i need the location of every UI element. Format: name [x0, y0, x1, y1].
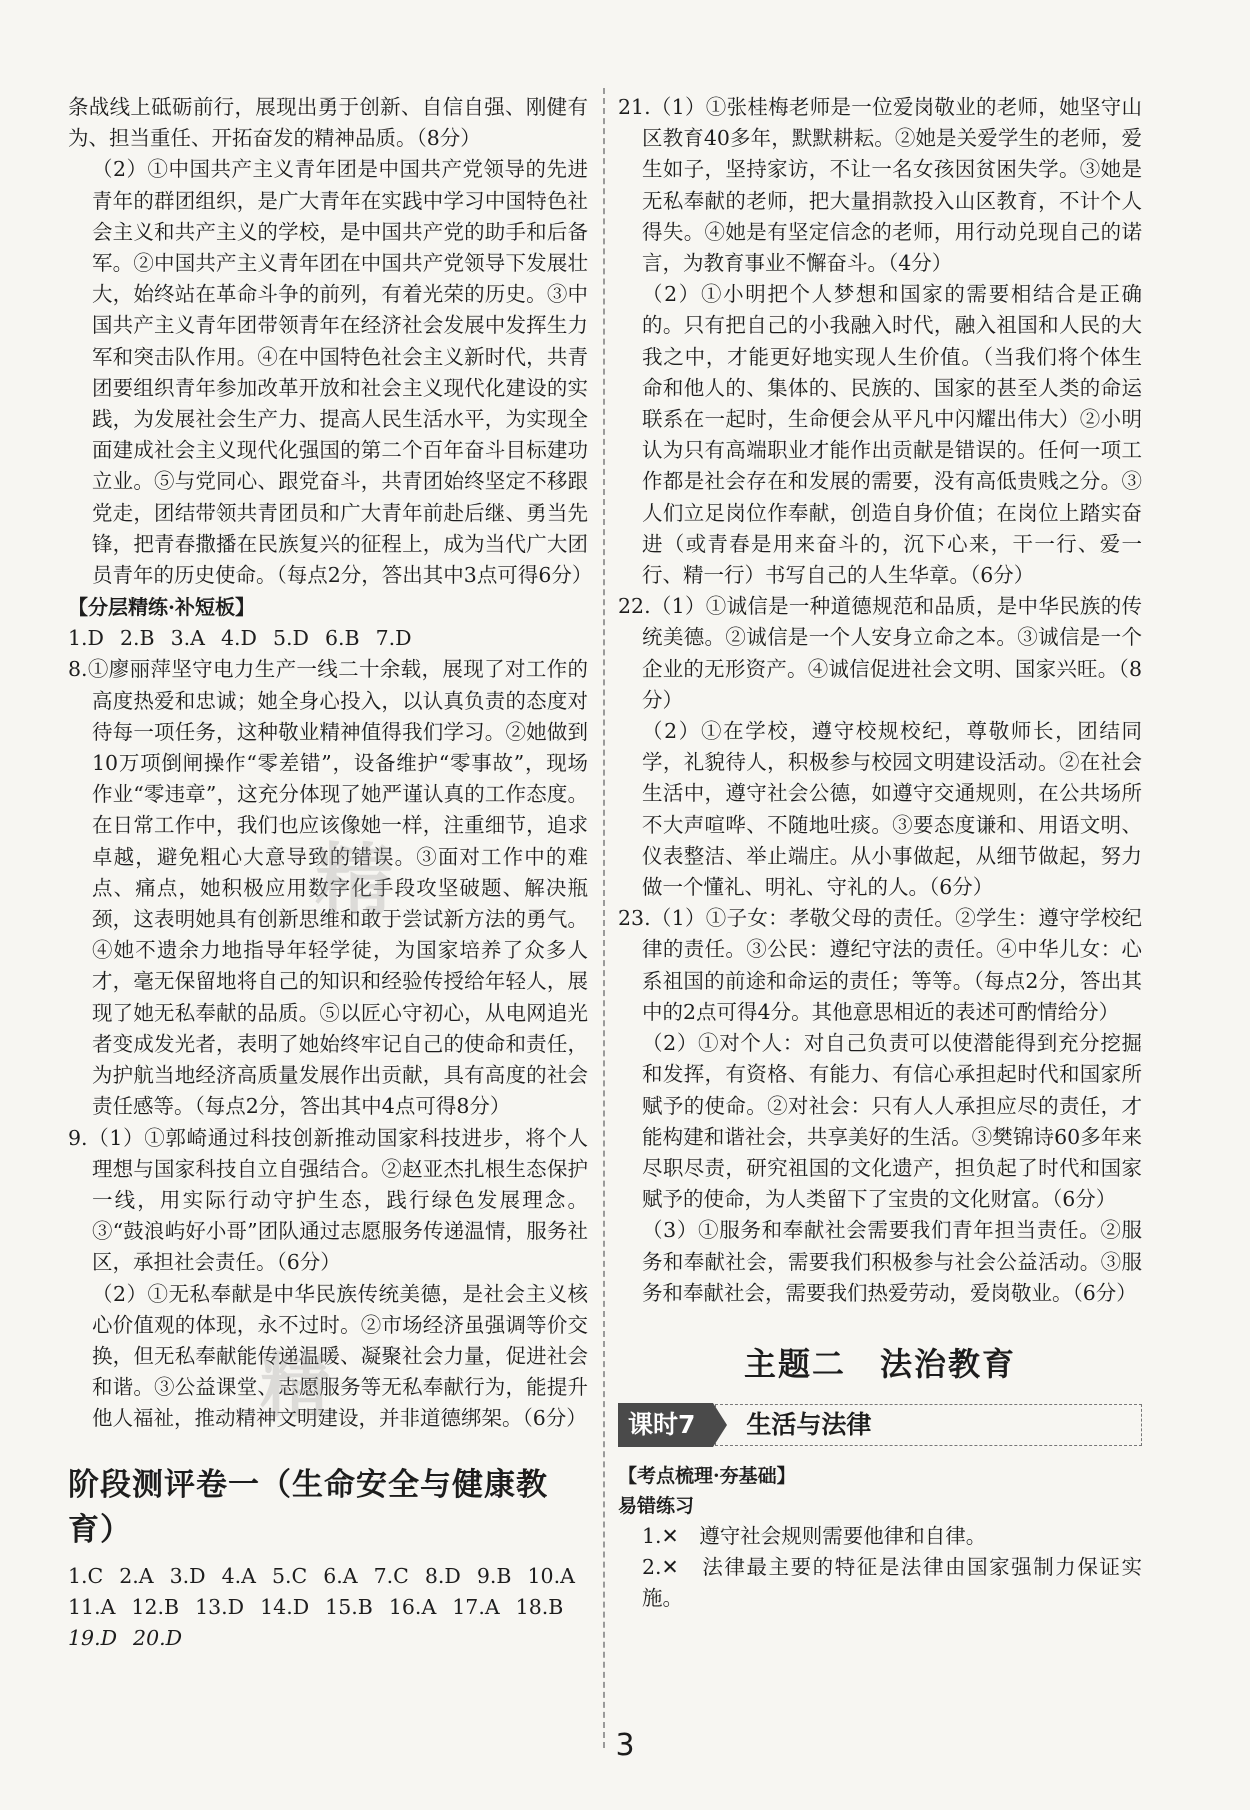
answer-item: 20.D	[133, 1625, 183, 1650]
error-item-1: 1.✕ 遵守社会规则需要他律和自律。	[642, 1523, 987, 1548]
question-23-part3: （3）①服务和奉献社会需要我们青年担当责任。②服务和奉献社会，需要我们积极参与社会公益活动。③服务和奉献社会，需要我们热爱劳动，爱岗敬业。（6分）	[642, 1218, 1142, 1305]
answer-item: 7.D	[375, 626, 412, 651]
watermark: 精	[315, 836, 400, 926]
question-9-part2: （2）①无私奉献是中华民族传统美德，是社会主义核心价值观的体现，永不过时。②市场经济虽强调等价交换，但无私奉献能传递温暖、凝聚社会力量，促进社会和谐。③公益课堂、志愿服务等无私奉献行为，能提升他人福祉，推动精神文明建设，并非道德绑架。（6分）	[92, 1281, 588, 1431]
answer-item: 6.A	[323, 1563, 358, 1588]
sub-heading: 【考点梳理·夯基础】	[618, 1464, 796, 1487]
answer-item: 3.A	[170, 626, 205, 651]
right-column	[618, 92, 1142, 1615]
question-9-part1: 9.（1）①郭崎通过科技创新推动国家科技进步，将个人理想与国家科技自立自强结合。②赵亚杰扎根生态保护一线，用实际行动守护生态，践行绿色发展理念。③“鼓浪屿好小哥”团队通过志愿服务传递温情，服务社区，承担社会责任。（6分）	[68, 1125, 588, 1275]
answer-item: 18.B	[515, 1594, 564, 1619]
answer-item: 3.D	[169, 1563, 206, 1588]
question-21-part2: （2）①小明把个人梦想和国家的需要相结合是正确的。只有把自己的小我融入时代，融入祖国和人民的大我之中，才能更好地实现人生价值。（当我们将个体生命和他人的、集体的、民族的、国家的甚至人类的命运联系在一起时，生命便会从平凡中闪耀出伟大）②小明认为只有高端职业才能作出贡献是错误的。任何一项工作都是社会存在和发展的需要，没有高低贵贱之分。③人们立足岗位作奉献，创造自身价值；在岗位上踏实奋进（或青春是用来奋斗的，沉下心来，干一行、爱一行、精一行）书写自己的人生华章。（6分）	[642, 282, 1142, 588]
lesson-name: 生活与法律	[715, 1404, 1142, 1446]
column-divider	[603, 88, 606, 1748]
answer-item: 12.B	[131, 1594, 180, 1619]
answer-item: 15.B	[325, 1594, 373, 1619]
answer-item: 7.C	[373, 1563, 409, 1588]
answer-item: 9.B	[476, 1563, 512, 1588]
watermark: 精	[260, 1345, 336, 1427]
question-22-part1: 22.（1）①诚信是一种道德规范和品质，是中华民族的传统美德。②诚信是一个人安身立命之本。③诚信是一个企业的无形资产。④诚信促进社会文明、国家兴旺。（8分）	[618, 594, 1142, 712]
paragraph-league: （2）①中国共产主义青年团是中国共产党领导的先进青年的群团组织，是广大青年在实践中学习中国特色社会主义和共产主义的学校，是中国共产党的助手和后备军。②中国共产主义青年团在中国共产党领导下发展壮大，始终站在革命斗争的前列，有着光荣的历史。③中国共产主义青年团带领青年在经济社会发展中发挥生力军和突击队作用。④在中国特色社会主义新时代，共青团要组织青年参加改革开放和社会主义现代化建设的实践，为发展社会生产力、提高人民生活水平，为实现全面建成社会主义现代化强国的第二个百年奋斗目标建功立业。⑤与党同心、跟党奋斗，共青团始终坚定不移跟党走，团结带领共青团员和广大青年前赴后继、勇当先锋，把青春撒播在民族复兴的征程上，成为当代广大团员青年的历史使命。（每点2分，答出其中3点可得6分）	[92, 157, 593, 588]
question-23-part2: （2）①对个人：对自己负责可以使潜能得到充分挖掘和发挥，有资格、有能力、有信心承担起时代和国家所赋予的使命。②对社会：只有人人承担应尽的责任，才能构建和谐社会，共享美好的生活。③樊锦诗60多年来尽职尽责，研究祖国的文化遗产，担负起了时代和国家赋予的使命，为人类留下了宝贵的文化财富。（6分）	[642, 1031, 1142, 1212]
answer-item: 10.A	[527, 1563, 575, 1588]
answer-item: 13.D	[195, 1594, 245, 1619]
answer-item: 1.C	[68, 1563, 104, 1588]
answer-item: 6.B	[325, 626, 360, 651]
paragraph-continuation: 条战线上砥砺前行，展现出勇于创新、自信自强、刚健有为、担当重任、开拓奋发的精神品质。（8分）	[68, 95, 588, 151]
answer-item: 4.D	[221, 626, 257, 651]
section-heading: 【分层精练·补短板】	[68, 595, 255, 620]
answer-item: 16.A	[388, 1594, 437, 1619]
lesson-tag: 课时7	[618, 1403, 713, 1447]
page-number: 3	[615, 1728, 635, 1763]
question-23-part1: 23.（1）①子女：孝敬父母的责任。②学生：遵守学校纪律的责任。③公民：遵纪守法的责任。④中华儿女：心系祖国的前途和命运的责任；等等。（每点2分，答出其中的2点可得4分。其他意思相近的表述可酌情给分）	[618, 906, 1142, 1024]
answer-item: 17.A	[452, 1594, 500, 1619]
left-column	[68, 92, 593, 1654]
answer-item: 2.A	[119, 1563, 154, 1588]
answer-row	[68, 623, 588, 654]
test-title: 阶段测评卷一（生命安全与健康教育）	[68, 1466, 548, 1548]
test-answer-row-3	[68, 1623, 588, 1654]
answer-item: 1.D	[68, 626, 104, 651]
answer-item: 5.D	[273, 626, 309, 651]
answer-item: 5.C	[272, 1563, 308, 1588]
error-item-2: 2.✕ 法律最主要的特征是法律由国家强制力保证实施。	[642, 1555, 1142, 1611]
question-8: 8.①廖丽萍坚守电力生产一线二十余载，展现了对工作的高度热爱和忠诚；她全身心投入，以认真负责的态度对待每一项任务，这种敬业精神值得我们学习。②她做到10万项倒闸操作“零差错”，设备维护“零事故”，现场作业“零违章”，这充分体现了她严谨认真的工作态度。在日常工作中，我们也应该像她一样，注重细节，追求卓越，避免粗心大意导致的错误。③面对工作中的难点、痛点，她积极应用数字化手段攻坚破题、解决瓶颈，这表明她具有创新思维和敢于尝试新方法的勇气。④她不遗余力地指导年轻学徒，为国家培养了众多人才，毫无保留地将自己的知识和经验传授给年轻人，展现了她无私奉献的品质。⑤以匠心守初心，从电网追光者变成发光者，表明了她始终牢记自己的使命和责任，为护航当地经济高质量发展作出贡献，具有高度的社会责任感等。（每点2分，答出其中4点可得8分）	[68, 657, 588, 1119]
answer-item: 14.D	[260, 1594, 310, 1619]
answer-item: 11.A	[68, 1594, 116, 1619]
answer-item: 2.B	[120, 626, 155, 651]
lesson-bar	[618, 1403, 1142, 1447]
theme-title: 主题二 法治教育	[743, 1344, 1016, 1383]
answer-item: 8.D	[424, 1563, 461, 1588]
sub-heading-2: 易错练习	[618, 1494, 695, 1517]
answer-item: 19.D	[68, 1625, 118, 1650]
test-answer-row-1	[68, 1561, 588, 1592]
answer-item: 4.A	[221, 1563, 256, 1588]
test-answer-row-2	[68, 1592, 588, 1623]
question-21-part1: 21.（1）①张桂梅老师是一位爱岗敬业的老师，她坚守山区教育40多年，默默耕耘。②她是关爱学生的老师，爱生如子，坚持家访，不让一名女孩因贫困失学。③她是无私奉献的老师，把大量捐款投入山区教育，不计个人得失。④她是有坚定信念的老师，用行动兑现自己的诺言，为教育事业不懈奋斗。（4分）	[618, 95, 1142, 276]
question-22-part2: （2）①在学校，遵守校规校纪，尊敬师长，团结同学，礼貌待人，积极参与校园文明建设活动。②在社会生活中，遵守社会公德，如遵守交通规则，在公共场所不大声喧哗、不随地吐痰。③要态度谦和、用语文明、仪表整洁、举止端庄。从小事做起，从细节做起，努力做一个懂礼、明礼、守礼的人。（6分）	[642, 719, 1142, 900]
